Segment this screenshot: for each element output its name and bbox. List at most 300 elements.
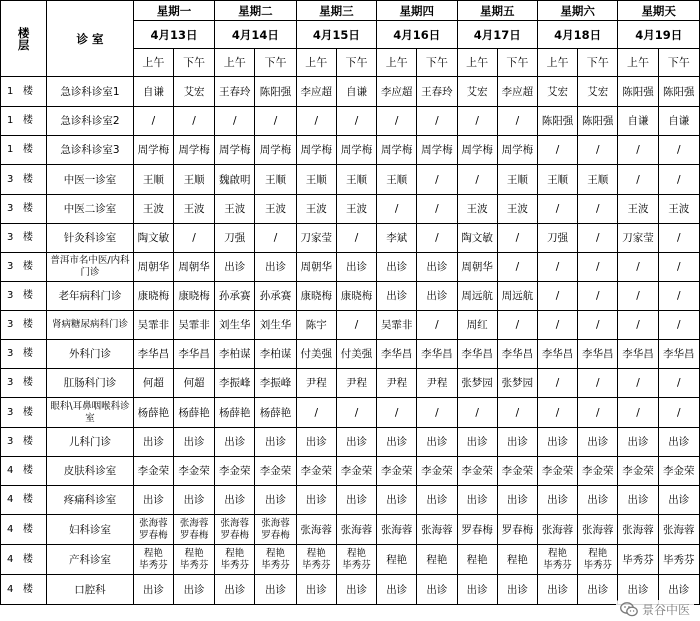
schedule-cell: 李华昌: [618, 340, 658, 369]
room-cell: 疼痛科诊室: [47, 486, 133, 515]
room-cell: 肾病糖尿病科门诊: [47, 311, 133, 340]
floor-cell: 3 楼: [1, 311, 47, 340]
schedule-cell: 出诊: [417, 428, 457, 457]
schedule-cell: 出诊: [658, 486, 699, 515]
schedule-cell: 王波: [658, 195, 699, 224]
schedule-cell: 出诊: [377, 253, 417, 282]
schedule-cell: /: [658, 369, 699, 398]
schedule-cell: /: [497, 107, 537, 136]
schedule-cell: /: [497, 398, 537, 428]
floor-cell: 4 楼: [1, 545, 47, 575]
schedule-cell: /: [417, 165, 457, 195]
date-header: 4月14日: [215, 21, 296, 49]
floor-cell: 3 楼: [1, 369, 47, 398]
schedule-cell: 程艳 毕秀芬: [578, 545, 618, 575]
schedule-cell: 周学梅: [255, 136, 296, 165]
schedule-cell: 程艳 毕秀芬: [336, 545, 376, 575]
schedule-cell: 李柏谋: [255, 340, 296, 369]
schedule-cell: 李华昌: [658, 340, 699, 369]
schedule-cell: 周远航: [497, 282, 537, 311]
schedule-cell: 王春玲: [417, 77, 457, 107]
schedule-cell: /: [417, 224, 457, 253]
schedule-cell: 程艳 毕秀芬: [296, 545, 336, 575]
schedule-cell: /: [578, 282, 618, 311]
pm-header: 下午: [417, 49, 457, 77]
schedule-cell: 张海蓉: [336, 515, 376, 545]
schedule-cell: /: [537, 195, 577, 224]
pm-header: 下午: [658, 49, 699, 77]
floor-cell: 3 楼: [1, 253, 47, 282]
schedule-cell: /: [658, 165, 699, 195]
schedule-cell: 张海蓉 罗春梅: [215, 515, 255, 545]
schedule-cell: /: [336, 224, 376, 253]
schedule-cell: 周学梅: [336, 136, 376, 165]
schedule-cell: /: [578, 195, 618, 224]
date-header: 4月19日: [618, 21, 700, 49]
schedule-cell: /: [537, 369, 577, 398]
schedule-cell: 艾宏: [578, 77, 618, 107]
table-row: [1, 545, 700, 575]
schedule-cell: 周朝华: [133, 253, 173, 282]
schedule-cell: /: [658, 253, 699, 282]
table-row: [1, 77, 700, 107]
room-cell: 产科诊室: [47, 545, 133, 575]
table-row: [1, 398, 700, 428]
schedule-cell: 出诊: [336, 428, 376, 457]
floor-cell: 4 楼: [1, 486, 47, 515]
schedule-cell: 李柏谋: [215, 340, 255, 369]
schedule-cell: 艾宏: [457, 77, 497, 107]
room-cell: 肛肠科门诊: [47, 369, 133, 398]
date-header: 4月16日: [377, 21, 457, 49]
schedule-cell: 周远航: [457, 282, 497, 311]
schedule-cell: 何超: [133, 369, 173, 398]
schedule-cell: 出诊: [215, 428, 255, 457]
floor-cell: 3 楼: [1, 165, 47, 195]
schedule-cell: 出诊: [255, 575, 296, 605]
schedule-cell: 王顺: [336, 165, 376, 195]
am-header: 上午: [296, 49, 336, 77]
schedule-cell: 王顺: [255, 165, 296, 195]
room-cell: 皮肤科诊室: [47, 457, 133, 486]
schedule-cell: 张海蓉: [618, 515, 658, 545]
schedule-cell: /: [296, 107, 336, 136]
schedule-cell: 李金荣: [296, 457, 336, 486]
schedule-cell: 程艳 毕秀芬: [537, 545, 577, 575]
table-row: [1, 515, 700, 545]
room-cell: 儿科门诊: [47, 428, 133, 457]
schedule-cell: 出诊: [377, 428, 417, 457]
schedule-cell: /: [457, 165, 497, 195]
schedule-cell: 出诊: [173, 575, 214, 605]
schedule-cell: 出诊: [133, 575, 173, 605]
schedule-cell: 出诊: [377, 282, 417, 311]
schedule-cell: 程艳: [497, 545, 537, 575]
day-header: 星期三: [296, 1, 376, 21]
schedule-cell: 李金荣: [497, 457, 537, 486]
schedule-cell: 出诊: [255, 428, 296, 457]
schedule-cell: /: [417, 311, 457, 340]
room-cell: 急诊科诊室1: [47, 77, 133, 107]
schedule-cell: /: [497, 224, 537, 253]
schedule-cell: 自谦: [618, 107, 658, 136]
watermark: [616, 600, 694, 619]
schedule-cell: 出诊: [457, 486, 497, 515]
schedule-cell: 陈阳强: [537, 107, 577, 136]
schedule-cell: 康晓梅: [173, 282, 214, 311]
schedule-cell: 王波: [336, 195, 376, 224]
schedule-cell: 王顺: [497, 165, 537, 195]
room-cell: 眼科\耳鼻咽喉科诊室: [47, 398, 133, 428]
schedule-cell: /: [618, 369, 658, 398]
schedule-cell: 张海蓉: [417, 515, 457, 545]
schedule-cell: 出诊: [255, 486, 296, 515]
schedule-cell: 李华昌: [537, 340, 577, 369]
schedule-cell: 李金荣: [173, 457, 214, 486]
table-row: [1, 369, 700, 398]
schedule-cell: /: [497, 311, 537, 340]
schedule-cell: 李金荣: [618, 457, 658, 486]
schedule-cell: 出诊: [537, 575, 577, 605]
schedule-cell: 陈阳强: [658, 77, 699, 107]
schedule-cell: /: [618, 282, 658, 311]
schedule-cell: 出诊: [417, 486, 457, 515]
schedule-cell: 陈阳强: [255, 77, 296, 107]
schedule-cell: 康晓梅: [296, 282, 336, 311]
schedule-cell: 王波: [133, 195, 173, 224]
schedule-cell: 出诊: [578, 486, 618, 515]
schedule-cell: 王春玲: [215, 77, 255, 107]
schedule-cell: 程艳: [417, 545, 457, 575]
schedule-cell: 吴霏非: [133, 311, 173, 340]
table-row: [1, 165, 700, 195]
schedule-cell: 周学梅: [215, 136, 255, 165]
schedule-cell: 张海蓉: [537, 515, 577, 545]
table-row: [1, 136, 700, 165]
schedule-cell: 张梦园: [497, 369, 537, 398]
watermark-text: 景谷中医: [641, 603, 690, 617]
schedule-cell: 周红: [457, 311, 497, 340]
schedule-cell: 出诊: [296, 428, 336, 457]
schedule-cell: 张海蓉: [377, 515, 417, 545]
schedule-cell: 出诊: [497, 486, 537, 515]
schedule-cell: /: [658, 311, 699, 340]
schedule-cell: 杨薛艳: [133, 398, 173, 428]
floor-cell: 3 楼: [1, 224, 47, 253]
schedule-cell: /: [377, 107, 417, 136]
schedule-cell: 出诊: [336, 575, 376, 605]
room-cell: 外科门诊: [47, 340, 133, 369]
schedule-cell: 王顺: [133, 165, 173, 195]
am-header: 上午: [215, 49, 255, 77]
schedule-cell: 魏啟明: [215, 165, 255, 195]
schedule-cell: /: [336, 398, 376, 428]
schedule-cell: /: [133, 107, 173, 136]
floor-cell: 4 楼: [1, 575, 47, 605]
schedule-cell: 康晓梅: [133, 282, 173, 311]
schedule-cell: 周学梅: [497, 136, 537, 165]
floor-cell: 3 楼: [1, 428, 47, 457]
schedule-cell: 陈阳强: [618, 77, 658, 107]
floor-header: 楼 层: [1, 1, 47, 77]
table-row: [1, 195, 700, 224]
schedule-cell: 王顺: [296, 165, 336, 195]
schedule-cell: 毕秀芬: [658, 545, 699, 575]
schedule-cell: /: [377, 398, 417, 428]
schedule-cell: 刀强: [215, 224, 255, 253]
schedule-cell: /: [255, 107, 296, 136]
schedule-cell: /: [417, 107, 457, 136]
schedule-cell: 自谦: [336, 77, 376, 107]
schedule-cell: 李华昌: [417, 340, 457, 369]
schedule-cell: 王波: [296, 195, 336, 224]
floor-cell: 4 楼: [1, 515, 47, 545]
floor-cell: 3 楼: [1, 195, 47, 224]
schedule-cell: 毕秀芬: [618, 545, 658, 575]
schedule-cell: 出诊: [658, 575, 699, 605]
schedule-cell: /: [215, 107, 255, 136]
schedule-cell: 尹程: [296, 369, 336, 398]
table-row: [1, 282, 700, 311]
schedule-cell: /: [173, 107, 214, 136]
day-header: 星期天: [618, 1, 700, 21]
room-cell: 老年病科门诊: [47, 282, 133, 311]
date-header: 4月17日: [457, 21, 537, 49]
schedule-cell: 出诊: [377, 486, 417, 515]
schedule-cell: 李金荣: [578, 457, 618, 486]
schedule-cell: 王顺: [173, 165, 214, 195]
schedule-cell: 李应超: [296, 77, 336, 107]
room-header: 诊 室: [47, 1, 133, 77]
schedule-cell: 李金荣: [336, 457, 376, 486]
schedule-cell: 出诊: [497, 428, 537, 457]
schedule-cell: 吴霏非: [377, 311, 417, 340]
schedule-cell: 罗春梅: [497, 515, 537, 545]
schedule-cell: 王顺: [578, 165, 618, 195]
schedule-cell: 王波: [618, 195, 658, 224]
floor-cell: 3 楼: [1, 398, 47, 428]
schedule-cell: 周朝华: [457, 253, 497, 282]
schedule-cell: 刀强: [537, 224, 577, 253]
schedule-cell: 出诊: [173, 486, 214, 515]
schedule-cell: 李振峰: [215, 369, 255, 398]
schedule-cell: 出诊: [377, 575, 417, 605]
schedule-cell: 出诊: [537, 428, 577, 457]
schedule-cell: 出诊: [457, 428, 497, 457]
schedule-cell: 王波: [215, 195, 255, 224]
schedule-cell: 张海蓉 罗春梅: [173, 515, 214, 545]
schedule-cell: /: [377, 195, 417, 224]
schedule-cell: 王波: [457, 195, 497, 224]
schedule-cell: /: [537, 253, 577, 282]
schedule-cell: /: [578, 311, 618, 340]
schedule-cell: 周学梅: [457, 136, 497, 165]
pm-header: 下午: [173, 49, 214, 77]
schedule-cell: 李华昌: [497, 340, 537, 369]
schedule-cell: 出诊: [457, 575, 497, 605]
schedule-cell: /: [336, 311, 376, 340]
day-header: 星期五: [457, 1, 537, 21]
schedule-cell: /: [497, 253, 537, 282]
schedule-cell: /: [658, 282, 699, 311]
schedule-cell: 周学梅: [173, 136, 214, 165]
table-row: [1, 224, 700, 253]
schedule-cell: 刘生华: [215, 311, 255, 340]
schedule-cell: 张海蓉 罗春梅: [255, 515, 296, 545]
schedule-cell: 周朝华: [296, 253, 336, 282]
table-row: [1, 457, 700, 486]
schedule-cell: 出诊: [658, 428, 699, 457]
schedule-cell: 艾宏: [173, 77, 214, 107]
schedule-cell: 罗春梅: [457, 515, 497, 545]
schedule-cell: 程艳: [377, 545, 417, 575]
table-row: [1, 107, 700, 136]
floor-cell: 3 楼: [1, 282, 47, 311]
schedule-cell: /: [578, 136, 618, 165]
schedule-cell: /: [457, 107, 497, 136]
schedule-cell: 出诊: [618, 486, 658, 515]
header-row-days: [1, 1, 700, 21]
schedule-cell: 出诊: [173, 428, 214, 457]
day-header: 星期六: [537, 1, 617, 21]
table-row: [1, 428, 700, 457]
room-cell: 急诊科诊室3: [47, 136, 133, 165]
schedule-cell: 孙承赛: [215, 282, 255, 311]
schedule-cell: 周学梅: [417, 136, 457, 165]
schedule-cell: 出诊: [215, 575, 255, 605]
schedule-cell: 周学梅: [296, 136, 336, 165]
day-header: 星期二: [215, 1, 296, 21]
schedule-cell: 出诊: [133, 428, 173, 457]
schedule-cell: 刀家莹: [296, 224, 336, 253]
schedule-cell: /: [255, 224, 296, 253]
schedule-cell: 刘生华: [255, 311, 296, 340]
schedule-cell: /: [417, 195, 457, 224]
schedule-cell: 王顺: [537, 165, 577, 195]
schedule-cell: 李金荣: [255, 457, 296, 486]
pm-header: 下午: [255, 49, 296, 77]
floor-cell: 4 楼: [1, 457, 47, 486]
schedule-cell: 程艳 毕秀芬: [255, 545, 296, 575]
table-row: [1, 311, 700, 340]
floor-cell: 1 楼: [1, 136, 47, 165]
schedule-cell: /: [618, 311, 658, 340]
schedule-cell: 李金荣: [658, 457, 699, 486]
schedule-cell: 李金荣: [417, 457, 457, 486]
table-row: [1, 486, 700, 515]
schedule-cell: 李斌: [377, 224, 417, 253]
schedule-cell: 出诊: [133, 486, 173, 515]
schedule-cell: 周学梅: [377, 136, 417, 165]
schedule-cell: 王波: [255, 195, 296, 224]
schedule-cell: 陈宇: [296, 311, 336, 340]
schedule-cell: 李金荣: [537, 457, 577, 486]
schedule-cell: /: [578, 253, 618, 282]
am-header: 上午: [618, 49, 658, 77]
schedule-cell: 出诊: [578, 428, 618, 457]
schedule-cell: /: [537, 398, 577, 428]
am-header: 上午: [537, 49, 577, 77]
schedule-cell: 周学梅: [133, 136, 173, 165]
schedule-cell: 王波: [497, 195, 537, 224]
schedule-cell: 李华昌: [578, 340, 618, 369]
schedule-cell: 杨薛艳: [215, 398, 255, 428]
schedule-cell: 李应超: [497, 77, 537, 107]
pm-header: 下午: [497, 49, 537, 77]
schedule-cell: 李华昌: [377, 340, 417, 369]
schedule-cell: 杨薛艳: [173, 398, 214, 428]
schedule-cell: 周朝华: [173, 253, 214, 282]
room-cell: 针灸科诊室: [47, 224, 133, 253]
schedule-cell: /: [618, 398, 658, 428]
room-cell: 口腔科: [47, 575, 133, 605]
schedule-cell: /: [658, 224, 699, 253]
schedule-cell: 孙承赛: [255, 282, 296, 311]
schedule-cell: /: [618, 136, 658, 165]
schedule-cell: 出诊: [417, 282, 457, 311]
schedule-cell: 陶文敏: [133, 224, 173, 253]
schedule-cell: /: [658, 136, 699, 165]
schedule-cell: 出诊: [296, 575, 336, 605]
room-cell: 中医二诊室: [47, 195, 133, 224]
schedule-cell: /: [417, 398, 457, 428]
schedule-cell: /: [296, 398, 336, 428]
schedule-cell: 李金荣: [457, 457, 497, 486]
schedule-cell: 付美强: [336, 340, 376, 369]
schedule-cell: 程艳: [457, 545, 497, 575]
am-header: 上午: [377, 49, 417, 77]
schedule-cell: 尹程: [336, 369, 376, 398]
table-row: [1, 575, 700, 605]
schedule-cell: /: [578, 369, 618, 398]
floor-cell: 3 楼: [1, 340, 47, 369]
schedule-cell: 张梦园: [457, 369, 497, 398]
schedule-cell: 李振峰: [255, 369, 296, 398]
schedule-cell: 李金荣: [377, 457, 417, 486]
schedule-cell: /: [537, 311, 577, 340]
room-cell: 中医一诊室: [47, 165, 133, 195]
schedule-cell: 出诊: [215, 486, 255, 515]
wechat-icon: [620, 602, 638, 617]
schedule-cell: 张海蓉: [578, 515, 618, 545]
schedule-cell: 李应超: [377, 77, 417, 107]
schedule-cell: 刀家莹: [618, 224, 658, 253]
schedule-cell: 出诊: [578, 575, 618, 605]
schedule-cell: /: [578, 224, 618, 253]
schedule-cell: 出诊: [618, 428, 658, 457]
schedule-cell: 自谦: [658, 107, 699, 136]
floor-cell: 1 楼: [1, 107, 47, 136]
schedule-cell: 出诊: [296, 486, 336, 515]
day-header: 星期一: [133, 1, 214, 21]
schedule-cell: 出诊: [537, 486, 577, 515]
schedule-cell: /: [618, 253, 658, 282]
schedule-cell: 杨薛艳: [255, 398, 296, 428]
schedule-cell: 程艳 毕秀芬: [133, 545, 173, 575]
schedule-cell: /: [457, 398, 497, 428]
floor-cell: 1 楼: [1, 77, 47, 107]
schedule-cell: 出诊: [417, 575, 457, 605]
schedule-cell: 张海蓉: [296, 515, 336, 545]
schedule-cell: /: [537, 136, 577, 165]
date-header: 4月18日: [537, 21, 617, 49]
schedule-cell: 康晓梅: [336, 282, 376, 311]
schedule-cell: 出诊: [255, 253, 296, 282]
schedule-cell: 付美强: [296, 340, 336, 369]
schedule-cell: 出诊: [215, 253, 255, 282]
schedule-cell: 李华昌: [133, 340, 173, 369]
schedule-cell: 出诊: [336, 253, 376, 282]
